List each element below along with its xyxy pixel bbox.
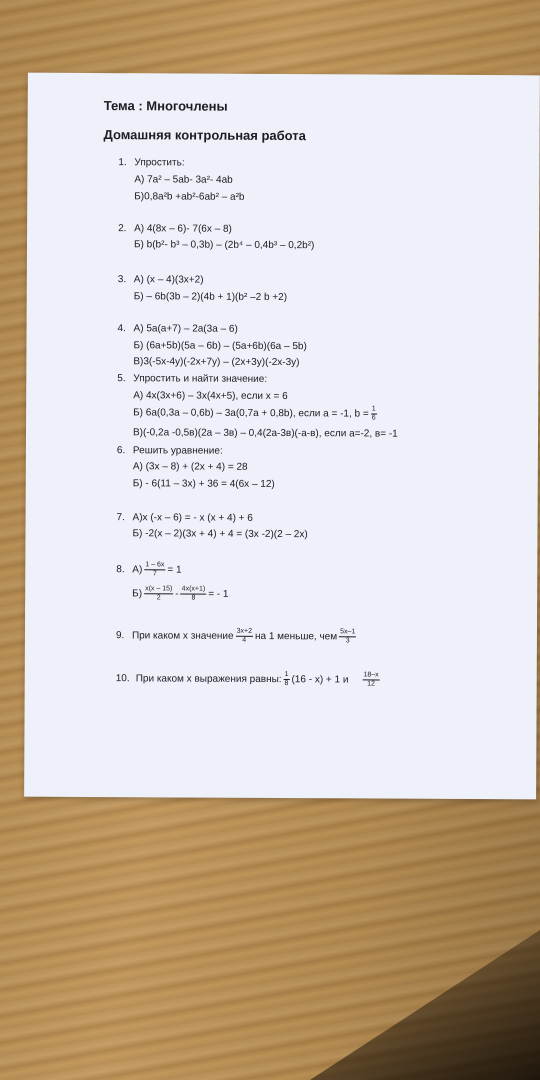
- task-4b: Б) (6a+5b)(5a – 6b) – (5a+6b)(6a – 5b): [133, 340, 307, 353]
- fraction: [284, 671, 290, 688]
- denominator: 7: [152, 570, 157, 578]
- fraction: [236, 628, 253, 645]
- task-2a: [118, 223, 232, 236]
- task-number: 8.: [116, 564, 125, 576]
- numerator: 1: [284, 671, 290, 680]
- task-text: на 1 меньше, чем: [254, 631, 338, 643]
- task-number: 5.: [117, 373, 126, 385]
- denominator: 6: [371, 414, 376, 422]
- denominator: 8: [284, 680, 289, 688]
- task-text: Б) 6a(0,3a – 0,6b) – 3a(0,7a + 0,8b), если a = -1, b =: [133, 407, 369, 420]
- fraction: [144, 585, 173, 602]
- task-5: [117, 373, 267, 386]
- task-3b: Б) – 6b(3b – 2)(4b + 1)(b² –2 b +2): [133, 291, 288, 304]
- task-5a: А) 4x(3x+6) – 3x(4x+5), если x = 6: [133, 390, 288, 403]
- task-6: [117, 445, 223, 458]
- fraction: [362, 671, 379, 688]
- task-number: 2.: [118, 223, 127, 235]
- fraction: [144, 561, 165, 578]
- task-7b: Б) -2(x – 2)(3x + 4) + 4 = (3x -2)(2 – 2x): [132, 528, 308, 541]
- task-5c: В)(-0,2a -0,5в)(2a – 3в) – 0,4(2a-3в)(-a-в), если a=-2, в= -1: [132, 427, 398, 440]
- task-text: (16 - x) + 1 и: [291, 674, 349, 686]
- task-text: При каком x выражения равны:: [135, 673, 282, 686]
- task-10: [116, 670, 382, 688]
- task-1: [118, 157, 184, 169]
- numerator: 3x+2: [236, 628, 253, 637]
- topic-heading: Тема : Многочлены: [103, 98, 228, 114]
- task-4c: В)3(-5x-4y)(-2x+7y) – (2x+3y)(-2x-3y): [133, 356, 300, 369]
- denominator: 12: [367, 680, 375, 688]
- task-number: 1.: [118, 157, 127, 169]
- task-2b: Б) b(b²- b³ – 0,3b) – (2b⁴ – 0,4b³ – 0,2b²): [133, 239, 315, 252]
- task-text: Упростить и найти значение:: [133, 373, 268, 385]
- task-1a: А) 7a² – 5ab- 3a²- 4ab: [134, 174, 233, 186]
- task-number: 3.: [117, 274, 127, 286]
- task-text: -: [175, 588, 179, 600]
- denominator: 8: [191, 594, 196, 602]
- task-number: 4.: [117, 323, 126, 335]
- task-number: 9.: [115, 630, 125, 642]
- task-text: А) 4(8x – 6)- 7(6x – 8): [134, 223, 232, 235]
- task-8a: [116, 561, 181, 578]
- task-text: = - 1: [208, 588, 229, 600]
- worksheet-paper: [24, 73, 540, 800]
- task-8b: [132, 585, 228, 603]
- numerator: 1 – 6x: [144, 561, 165, 570]
- denominator: 4: [242, 636, 247, 644]
- table-shadow: [310, 930, 540, 1080]
- numerator: 5x–1: [339, 628, 356, 637]
- task-text: = 1: [167, 564, 182, 576]
- task-4a: [118, 323, 238, 336]
- numerator: 4x(x+1): [181, 585, 207, 594]
- worksheet-title: Домашняя контрольная работа: [103, 127, 306, 144]
- task-text: Упростить:: [134, 157, 185, 169]
- task-text: А) (x – 4)(3x+2): [133, 274, 204, 286]
- task-number: 7.: [116, 512, 125, 524]
- denominator: 2: [156, 594, 161, 602]
- task-label: А): [132, 564, 143, 576]
- task-3a: [118, 274, 204, 286]
- task-number: 6.: [116, 445, 126, 457]
- task-number: 10.: [115, 673, 130, 685]
- task-5b: [133, 404, 379, 422]
- fraction: [181, 585, 207, 602]
- task-text: А)x (-x – 6) = - x (x + 4) + 6: [132, 512, 253, 524]
- numerator: 18–x: [362, 671, 379, 680]
- numerator: x(x – 15): [144, 585, 173, 594]
- task-text: Решить уравнение:: [132, 445, 223, 457]
- task-text: А) 5a(a+7) – 2a(3a – 6): [133, 323, 238, 335]
- task-text: При каком x значение: [131, 630, 234, 642]
- fraction: [371, 405, 377, 422]
- task-7a: [117, 512, 253, 525]
- task-9: [116, 627, 358, 645]
- task-label: Б): [132, 588, 143, 600]
- denominator: 3: [345, 637, 350, 645]
- fraction: [339, 628, 356, 645]
- task-6b: Б) - 6(11 – 3x) + 36 = 4(6x – 12): [132, 478, 275, 490]
- task-6a: А) (3x – 8) + (2x + 4) = 28: [132, 461, 248, 473]
- task-1b: Б)0,8a²b +ab²-6ab² – a²b: [134, 191, 245, 203]
- numerator: 1: [371, 405, 377, 414]
